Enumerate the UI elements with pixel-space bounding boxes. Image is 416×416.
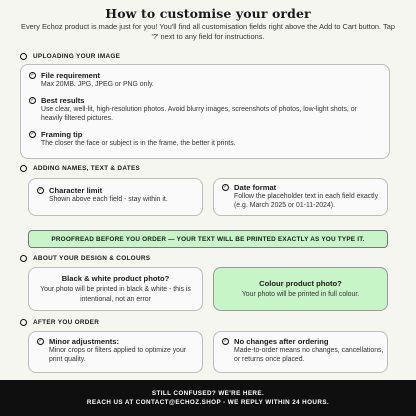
footer-line1: STILL CONFUSED? WE'RE HERE. (151, 390, 265, 397)
design-card-bw (28, 267, 203, 311)
upload-item-file-desc: Max 20MB. JPG, JPEG or PNG only. (41, 81, 154, 88)
section-design-label: ABOUT YOUR DESIGN & COLOURS (33, 255, 151, 262)
after-minor-title: Minor adjustments: (49, 337, 120, 346)
upload-item-file-title: File requirement (41, 71, 101, 80)
design-colour-desc: Your photo will be printed in full colour. (241, 290, 360, 298)
upload-card (20, 64, 390, 159)
ring-bullet-icon (20, 165, 27, 172)
footer-line2: REACH US AT CONTACT@ECHOZ.SHOP - WE REPLY WITHIN 24 HOURS. (86, 399, 330, 406)
section-upload-label: UPLOADING YOUR IMAGE (33, 53, 121, 60)
section-after-heading (20, 319, 99, 326)
upload-item-framing (29, 130, 379, 148)
section-design-heading (20, 255, 150, 262)
section-names-heading (20, 165, 140, 172)
design-bw-desc: Your photo will be printed in black & white - this is intentional, not an error (40, 286, 191, 303)
footer-contact (0, 380, 416, 416)
intro-text: Every Echoz product is made just for you! You'll find all customisation fields right above the Add to Cart button. Tap '?' next to any field for instructions. (21, 22, 395, 41)
ring-bullet-icon (20, 53, 27, 60)
upload-item-file (29, 71, 379, 89)
upload-item-framing-title: Framing tip (41, 130, 83, 139)
section-upload-heading (20, 53, 120, 60)
names-date-desc: Follow the placeholder text in each field exactly (e.g. March 2025 or 01-11-2024). (234, 193, 379, 210)
page-title: How to customise your order (105, 6, 311, 21)
check-circle-icon: ✓ (223, 338, 228, 344)
proofread-banner: PROOFREAD BEFORE YOU ORDER — YOUR TEXT WILL BE PRINTED EXACTLY AS YOU TYPE IT. (28, 230, 388, 248)
after-minor-desc: Minor crops or filters applied to optimize your print quality. (49, 347, 187, 364)
names-card-date (213, 178, 388, 216)
upload-item-best (29, 96, 379, 124)
after-card-minor (28, 331, 203, 373)
check-circle-icon: ✓ (30, 131, 35, 137)
check-circle-icon: ✓ (30, 72, 35, 78)
ring-bullet-icon (20, 255, 27, 262)
after-card-nochange (213, 331, 388, 373)
section-names-label: ADDING NAMES, TEXT & DATES (33, 165, 141, 172)
check-circle-icon: ✓ (38, 187, 43, 193)
upload-item-framing-desc: The closer the face or subject is in the frame, the better it prints. (41, 140, 236, 147)
names-limit-title: Character limit (49, 186, 103, 195)
names-date-title: Date format (234, 183, 277, 192)
check-circle-icon: ✓ (223, 184, 228, 190)
names-card-limit (28, 178, 203, 216)
design-colour-title: Colour product photo? (259, 278, 342, 288)
ring-bullet-icon (20, 319, 27, 326)
check-circle-icon: ✓ (30, 97, 35, 103)
check-circle-icon: ✓ (38, 338, 43, 344)
after-nochange-desc: Made-to-order means no changes, cancellations, or returns once placed. (234, 347, 384, 364)
design-card-colour (213, 267, 388, 311)
names-limit-desc: Shown above each field - stay within it. (49, 196, 168, 203)
design-bw-title: Black & white product photo? (61, 274, 170, 284)
upload-item-best-title: Best results (41, 96, 85, 105)
section-after-label: AFTER YOU ORDER (33, 319, 100, 326)
upload-item-best-desc: Use clear, well-lit, high-resolution photos. Avoid blurry images, screenshots of photos, low-light shots, or heavily filtered pictures. (41, 106, 357, 123)
after-nochange-title: No changes after ordering (234, 337, 329, 346)
